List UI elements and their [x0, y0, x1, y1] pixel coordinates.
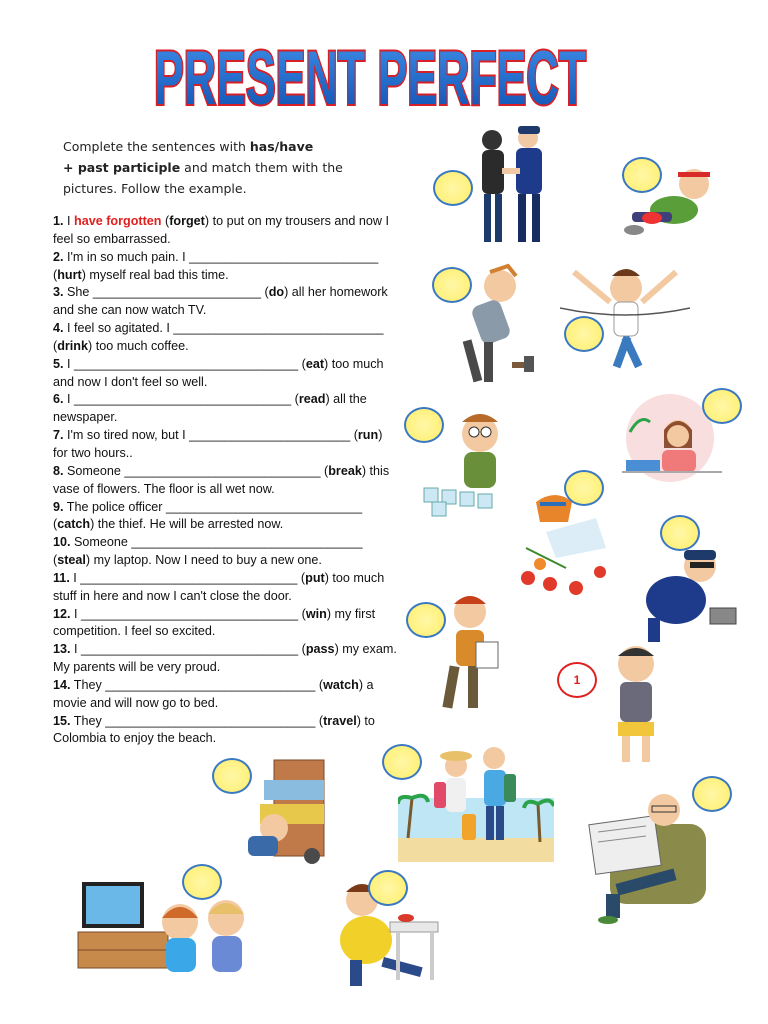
- base-verb: eat: [305, 356, 325, 371]
- sentence-text: ) too much stuff in here and now I can't close the door.: [53, 570, 385, 603]
- sentence-15: [53, 713, 398, 749]
- sentence-text: ) the thief. He will be arrested now.: [90, 517, 284, 532]
- sentence-text: Someone ____________________________ (: [63, 463, 329, 478]
- instructions-text: Complete the sentences with: [63, 139, 250, 154]
- answer-circle-coffee[interactable]: [404, 407, 444, 443]
- sentence-number: 8.: [53, 463, 64, 478]
- instructions-bold-hashave: has/have: [249, 139, 314, 154]
- sentence-2: [53, 249, 398, 285]
- answer-circle-vase[interactable]: [564, 470, 604, 506]
- sentence-text: I _______________________________ (: [70, 642, 306, 657]
- sentence-number: 15.: [53, 713, 71, 728]
- kids-watching-tv-picture: [74, 878, 278, 976]
- sentence-number: 14.: [53, 677, 71, 692]
- sentence-5: [53, 356, 398, 392]
- sentence-text: ) too much and now I don't feel so well.: [53, 356, 384, 389]
- base-verb: hurt: [57, 267, 82, 282]
- sentence-10: [53, 534, 398, 570]
- sentence-1: [53, 213, 398, 249]
- sentence-text: ) my first competition. I feel so excited.: [53, 606, 376, 639]
- instructions-text-rest: and match them with the pictures. Follow the example.: [63, 160, 343, 196]
- sentence-text: ) all the newspaper.: [53, 392, 367, 425]
- police-catching-thief-picture: [470, 122, 570, 250]
- sentence-text: They ______________________________ (: [70, 677, 324, 692]
- title-text: PRESENT PERFECT: [154, 36, 586, 121]
- answer-circle-newspaper[interactable]: [692, 776, 732, 812]
- sentence-text: I feel so agitated. I ______________________________ (: [53, 321, 384, 353]
- sentence-11: [53, 570, 398, 606]
- sentence-number: 12.: [53, 606, 71, 621]
- base-verb: travel: [323, 713, 357, 728]
- sentence-text: I _______________________________ (: [69, 570, 306, 585]
- worksheet-title: [150, 22, 590, 122]
- answer-circle-ate[interactable]: [368, 870, 408, 906]
- answer-circle-homework[interactable]: [702, 388, 742, 424]
- base-verb: do: [268, 285, 285, 300]
- sentence-number: 9.: [53, 499, 64, 514]
- base-verb: steal: [57, 553, 86, 568]
- sentence-number: 5.: [53, 356, 64, 371]
- sentence-text: ) this vase of flowers. The floor is all wet now.: [53, 463, 390, 496]
- example-answer: have forgotten: [74, 214, 162, 228]
- sentence-number: 6.: [53, 392, 64, 407]
- sentence-4: [53, 320, 398, 356]
- thief-laptop-picture: [640, 540, 740, 644]
- sentence-text: ) my exam. My parents will be very proud.: [53, 642, 397, 675]
- base-verb: read: [298, 392, 326, 407]
- answer-circle-hurt-man[interactable]: [622, 157, 662, 193]
- sentence-13: [53, 641, 398, 677]
- sentence-6: [53, 391, 398, 427]
- sentence-text: ) to put on my trousers and now I feel so embarrassed.: [53, 214, 389, 246]
- embarrassed-man-picture: [596, 640, 676, 766]
- sentence-text: I ________________________________ (: [63, 356, 306, 371]
- sentence-text: ) for two hours..: [53, 428, 383, 460]
- sentence-text: ) all her homework and she can now watch TV.: [53, 285, 388, 318]
- sentence-text: ) a movie and will now go to bed.: [53, 677, 374, 710]
- instructions: [63, 136, 363, 199]
- answer-circle-hammer[interactable]: [432, 267, 472, 303]
- answer-circle-beach[interactable]: [382, 744, 422, 780]
- sentence-text: Someone _________________________________ (: [53, 535, 363, 568]
- answer-circle-laptop[interactable]: [660, 515, 700, 551]
- answer-circle-example[interactable]: [557, 662, 597, 698]
- sentence-text: She ________________________ (: [63, 285, 269, 300]
- sentence-text: I _______________________________ (: [70, 606, 306, 621]
- sentence-number: 11.: [53, 570, 70, 585]
- sentence-text: I'm so tired now, but I _______________________ (: [63, 428, 358, 443]
- sentence-text: I: [63, 214, 75, 228]
- instructions-bold-participle: + past participle: [63, 160, 181, 175]
- base-verb: pass: [305, 642, 335, 657]
- sentence-text: (: [161, 214, 170, 228]
- base-verb: break: [328, 463, 362, 478]
- sentence-number: 7.: [53, 428, 64, 443]
- sentence-3: [53, 284, 398, 320]
- answer-circle-runner[interactable]: [564, 316, 604, 352]
- sentence-number: 13.: [53, 642, 71, 657]
- broken-vase-picture: [516, 488, 628, 600]
- base-verb: put: [305, 570, 325, 585]
- answer-circle-police[interactable]: [433, 170, 473, 206]
- sentence-number: 3.: [53, 285, 64, 300]
- sentence-text: ) my laptop. Now I need to buy a new one.: [85, 553, 322, 568]
- sentence-text: They ______________________________ (: [70, 713, 324, 728]
- base-verb: run: [357, 428, 379, 443]
- sentence-9: [53, 499, 398, 535]
- sentence-text: The police officer ____________________________ (: [53, 499, 363, 532]
- base-verb: watch: [323, 677, 359, 692]
- sentence-number: 1.: [53, 214, 64, 228]
- sentence-text: ) too much coffee.: [88, 338, 189, 353]
- base-verb: win: [305, 606, 327, 621]
- base-verb: drink: [57, 338, 88, 353]
- base-verb: forget: [169, 214, 205, 228]
- answer-circle-tv[interactable]: [182, 864, 222, 900]
- base-verb: catch: [57, 517, 91, 532]
- sentence-text: I'm in so much pain. I ___________________________ (: [53, 249, 379, 282]
- sentence-number: 2.: [53, 249, 64, 264]
- sentence-8: [53, 463, 398, 499]
- answer-circle-closet[interactable]: [212, 758, 252, 794]
- sentence-number: 10.: [53, 535, 71, 550]
- sentence-12: [53, 606, 398, 642]
- sentence-text: ) myself real bad this time.: [81, 267, 229, 282]
- sentence-7: [53, 427, 398, 463]
- sentence-text: ) to Colombia to enjoy the beach.: [53, 713, 375, 746]
- sentence-number: 4.: [53, 321, 64, 336]
- answer-circle-exam[interactable]: [406, 602, 446, 638]
- sentence-text: I _______________________________ (: [63, 392, 299, 407]
- example-number-label: 1: [573, 673, 581, 687]
- sentence-list: [53, 213, 398, 748]
- sentence-14: [53, 677, 398, 713]
